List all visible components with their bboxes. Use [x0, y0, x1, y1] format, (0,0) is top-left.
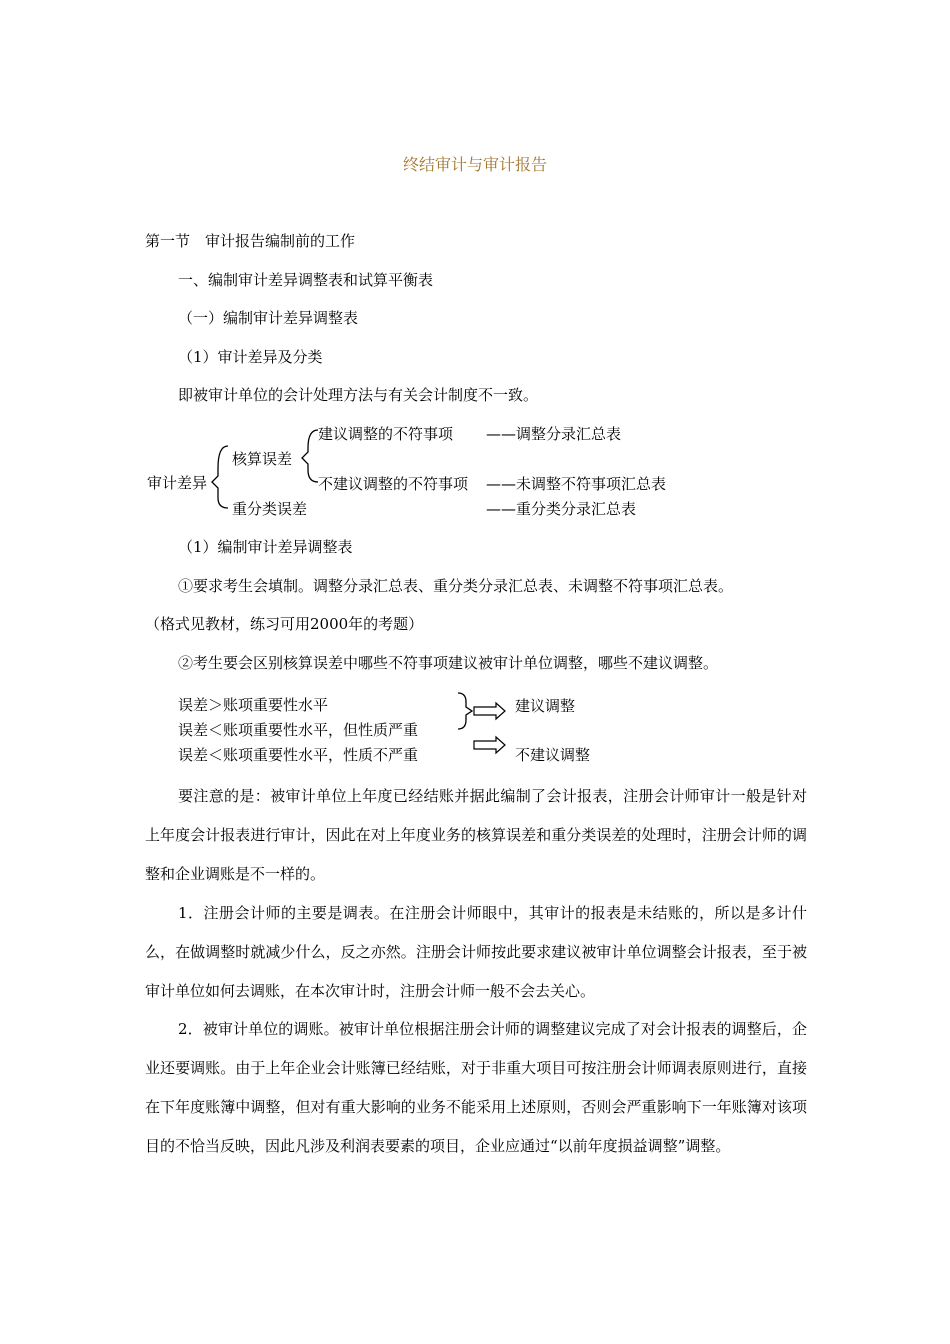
requirement-text-1: ①要求考生会填制。调整分录汇总表、重分类分录汇总表、未调整不符事项汇总表。 — [178, 577, 734, 595]
heading-level-3: （1）审计差异及分类 — [178, 348, 323, 366]
diagram1-root: 审计差异 — [147, 474, 208, 492]
requirement-text-2: ②考生要会区别核算误差中哪些不符事项建议被审计单位调整，哪些不建议调整。 — [178, 654, 719, 672]
paragraph-2: 2．被审计单位的调账。被审计单位根据注册会计师的调整建议完成了对会计报表的调整后，企业还要调账。由于上年企业会计账簿已经结账，对于非重大项目可按注册会计师调表原则进行，直接在下年度账簿中调整，但对有重大影响的业务不能采用上述原则，否则会严重影响下一年账簿对该项目的不恰当反映，因此凡涉及利润表要素的项目，企业应通过“以前年度损益调整”调整。 — [145, 1020, 807, 1155]
heading-level-1: 一、编制审计差异调整表和试算平衡表 — [178, 271, 434, 289]
paragraph-note: 要注意的是：被审计单位上年度已经结账并据此编制了会计报表，注册会计师审计一般是针对上年度会计报表进行审计，因此在对上年度业务的核算误差和重分类误差的处理时，注册会计师的调整和企业调账是不一样的。 — [145, 787, 807, 883]
heading-level-2: （一）编制审计差异调整表 — [178, 309, 359, 327]
diagram1-branch-accounting-error: 核算误差 — [232, 450, 293, 468]
diagram2-result-adjust: 建议调整 — [515, 697, 576, 715]
diagram2-condition-2: 误差＜账项重要性水平，但性质严重 — [178, 721, 419, 739]
diagram1-branch-reclassification-error: 重分类误差 — [232, 500, 308, 518]
requirement-text-1-cont: （格式见教材，练习可用2000年的考题） — [145, 615, 424, 633]
paragraph-1: 1．注册会计师的主要是调表。在注册会计师眼中，其审计的报表是未结账的，所以是多计什么，在做调整时就减少什么，反之亦然。注册会计师按此要求建议被审计单位调整会计报表，至于被审计单位如何去调账，在本次审计时，注册会计师一般不会去关心。 — [145, 904, 807, 1000]
document-title: 终结审计与审计报告 — [402, 155, 547, 174]
diagram2-condition-1: 误差＞账项重要性水平 — [178, 696, 329, 714]
diagram2-condition-3: 误差＜账项重要性水平，性质不严重 — [178, 746, 419, 764]
diagram1-leaf-adjust: 建议调整的不符事项 — [318, 425, 454, 443]
diagram1-result-adjust: ——调整分录汇总表 — [486, 425, 622, 443]
heading-level-3b: （1）编制审计差异调整表 — [178, 538, 353, 556]
definition-text: 即被审计单位的会计处理方法与有关会计制度不一致。 — [178, 386, 539, 404]
diagram2-result-no-adjust: 不建议调整 — [515, 746, 591, 764]
diagram1-result-no-adjust: ——未调整不符事项汇总表 — [486, 475, 667, 493]
diagram1-leaf-no-adjust: 不建议调整的不符事项 — [318, 475, 469, 493]
section-heading: 第一节 审计报告编制前的工作 — [145, 232, 356, 250]
diagram1-result-reclass: ——重分类分录汇总表 — [486, 500, 637, 518]
